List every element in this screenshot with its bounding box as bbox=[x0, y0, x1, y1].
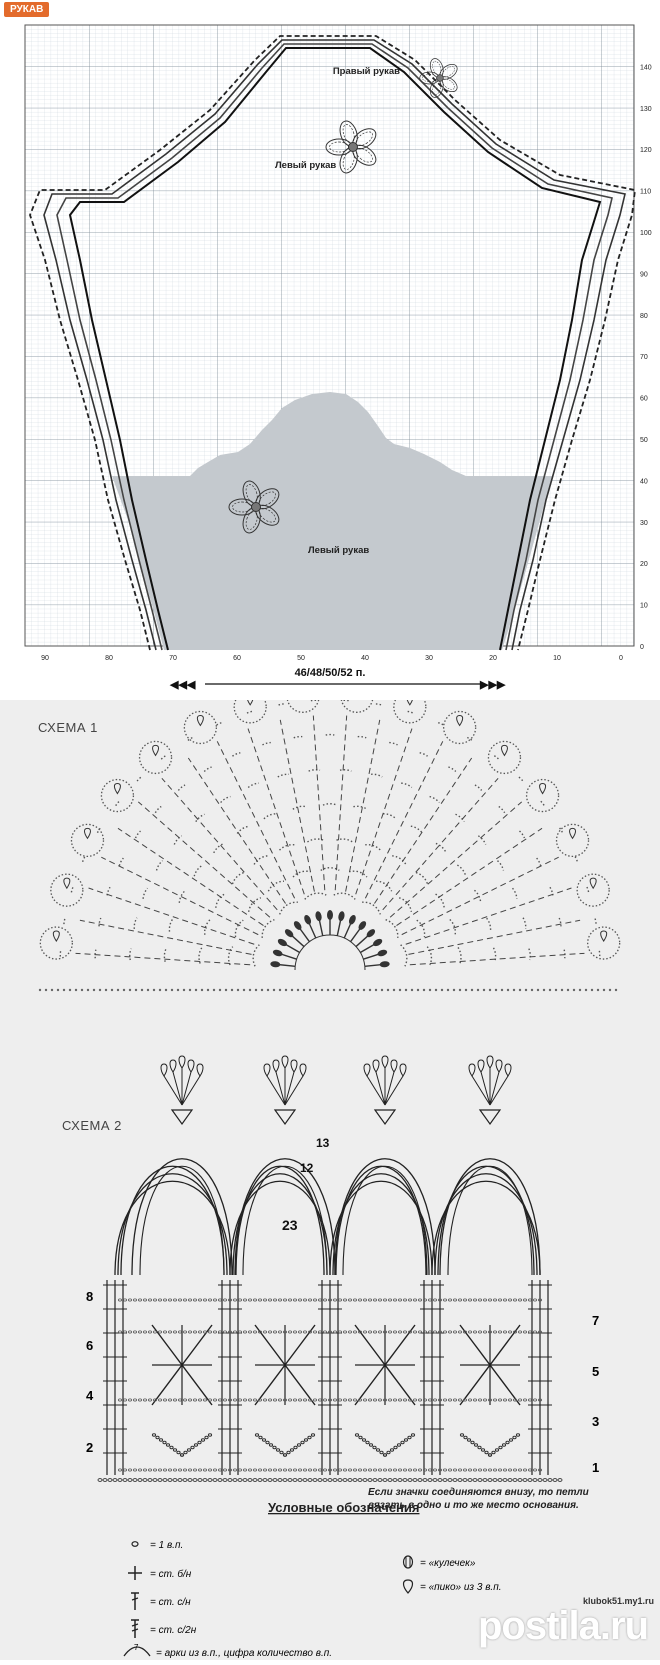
col-tick: 70 bbox=[169, 655, 177, 662]
row-tick: 80 bbox=[640, 312, 648, 320]
row-tick: 10 bbox=[640, 602, 648, 610]
row-tick: 40 bbox=[640, 478, 648, 486]
svg-text:3: 3 bbox=[592, 1414, 600, 1429]
row-tick: 20 bbox=[640, 561, 648, 569]
svg-text:4: 4 bbox=[86, 1388, 94, 1403]
svg-text:8: 8 bbox=[86, 1289, 94, 1304]
col-tick: 40 bbox=[361, 655, 369, 662]
row-tick: 30 bbox=[640, 519, 648, 527]
scheme2-right-row-numbers bbox=[592, 1313, 599, 1475]
row-tick: 110 bbox=[640, 188, 652, 196]
col-tick: 80 bbox=[105, 655, 113, 662]
row-tick: 130 bbox=[640, 105, 652, 113]
col-tick: 90 bbox=[41, 655, 49, 662]
row-tick: 0 bbox=[640, 644, 644, 651]
scheme2-left-row-numbers bbox=[86, 1289, 94, 1455]
arch-label-12: 12 bbox=[300, 1161, 314, 1175]
size-label: 46/48/50/52 п. bbox=[294, 667, 366, 679]
svg-text:1: 1 bbox=[592, 1460, 600, 1475]
row-tick: 60 bbox=[640, 395, 648, 403]
sleeve-chart-panel bbox=[0, 0, 660, 700]
col-tick: 20 bbox=[489, 655, 497, 662]
picot-icon bbox=[404, 1580, 413, 1593]
svg-text:7: 7 bbox=[592, 1313, 600, 1328]
crochet-diagrams bbox=[0, 700, 660, 1660]
size-arrow bbox=[169, 679, 506, 691]
scheme1-diagram bbox=[39, 700, 620, 991]
x-motif bbox=[255, 1325, 315, 1405]
col-tick: 0 bbox=[619, 655, 623, 662]
column-axis bbox=[41, 655, 623, 662]
svg-text:= ст. с/н: = ст. с/н bbox=[150, 1597, 191, 1608]
sleeve-tag: РУКАВ bbox=[4, 2, 49, 17]
label-left-sleeve: Левый рукав bbox=[275, 160, 337, 171]
arrow-right-icon: ▶▶▶ bbox=[480, 679, 506, 691]
arch-label-23: 23 bbox=[282, 1217, 298, 1233]
x-motif bbox=[460, 1325, 520, 1405]
legend-title: Условные обозначения bbox=[268, 1500, 420, 1515]
single-crochet-icon bbox=[128, 1566, 142, 1580]
legend-note: Если значки соединяются внизу, то петли вязать в одно и то же место основания. bbox=[368, 1487, 589, 1511]
scheme2-title: СХЕМА 2 bbox=[62, 1118, 122, 1133]
sleeve-chart bbox=[0, 0, 660, 700]
svg-text:= арки из в.п., цифра количест: = арки из в.п., цифра количество в.п. bbox=[156, 1648, 333, 1659]
arrow-left-icon: ◀◀◀ bbox=[170, 679, 196, 691]
chain-arch-icon bbox=[124, 1643, 150, 1656]
row-tick: 120 bbox=[640, 147, 652, 155]
legend bbox=[124, 1500, 501, 1659]
label-left-sleeve-bottom: Левый рукав bbox=[308, 545, 370, 556]
svg-text:= «кулечек»: = «кулечек» bbox=[420, 1558, 476, 1569]
crochet-schemes-panel bbox=[0, 700, 660, 1660]
chain-stitch-icon bbox=[132, 1542, 138, 1547]
puff-stitch-icon bbox=[404, 1556, 413, 1568]
svg-text:5: 5 bbox=[592, 1364, 600, 1379]
x-motif bbox=[152, 1325, 212, 1405]
scheme1-title: СХЕМА 1 bbox=[38, 720, 98, 735]
row-axis bbox=[640, 64, 652, 651]
svg-text:6: 6 bbox=[86, 1338, 94, 1353]
row-tick: 140 bbox=[640, 64, 652, 72]
col-tick: 60 bbox=[233, 655, 241, 662]
svg-text:7: 7 bbox=[134, 1643, 139, 1652]
row-tick: 100 bbox=[640, 230, 652, 237]
svg-text:= ст. с/2н: = ст. с/2н bbox=[150, 1625, 197, 1636]
svg-text:= ст. б/н: = ст. б/н bbox=[150, 1569, 192, 1580]
svg-text:2: 2 bbox=[86, 1440, 94, 1455]
row-tick: 50 bbox=[640, 437, 648, 444]
col-tick: 50 bbox=[297, 655, 305, 662]
arch-label-13: 13 bbox=[316, 1136, 330, 1150]
brand-logo: postila.ru bbox=[478, 1604, 649, 1648]
double-crochet-icon bbox=[131, 1593, 139, 1610]
svg-text:= 1 в.п.: = 1 в.п. bbox=[150, 1540, 184, 1551]
col-tick: 10 bbox=[553, 655, 561, 662]
row-tick: 90 bbox=[640, 271, 648, 279]
scheme2-diagram bbox=[98, 1056, 562, 1481]
col-tick: 30 bbox=[425, 655, 433, 662]
row-tick: 70 bbox=[640, 354, 648, 362]
svg-text:= «пико» из 3 в.п.: = «пико» из 3 в.п. bbox=[420, 1582, 502, 1593]
treble-crochet-icon bbox=[131, 1620, 139, 1638]
watermark: klubok51.my1.ru bbox=[582, 1596, 654, 1606]
label-right-sleeve: Правый рукав bbox=[332, 66, 400, 77]
x-motif bbox=[355, 1325, 415, 1405]
